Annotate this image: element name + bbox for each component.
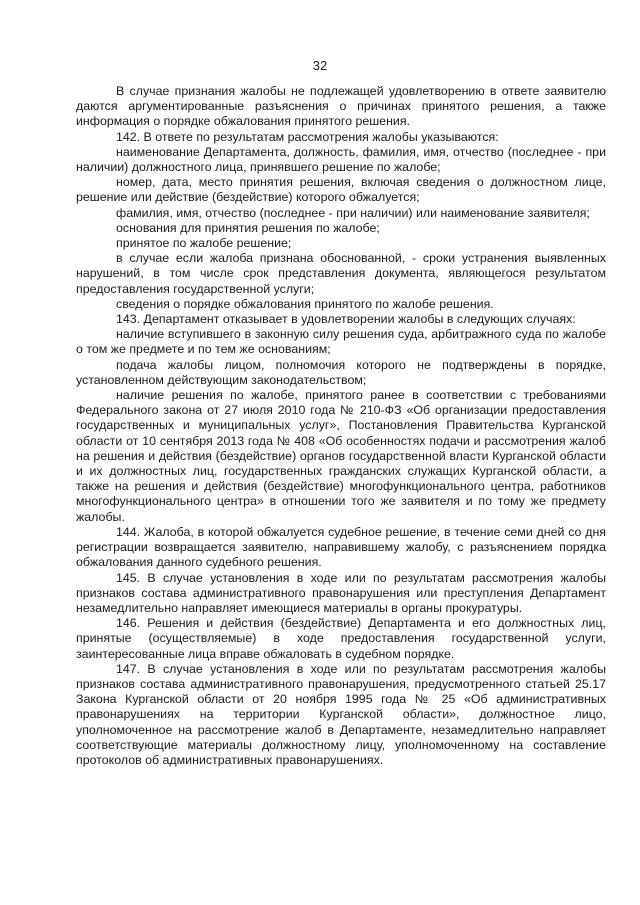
document-body xyxy=(76,84,606,768)
list-item-department-name: наименование Департамента, должность, фамилия, имя, отчество (последнее - при наличии) должностного лица, принявшего решение по жалобе; xyxy=(76,144,606,175)
page-number: 32 xyxy=(312,58,328,73)
list-item-prior-decision: наличие решения по жалобе, принятого ранее в соответствии с требованиями Федерального закона от 27 июля 2010 года № 210-ФЗ «Об организации предоставления государственных и муниципальных услуг», Постановления Правительства Курганской области от 10 сентября 2013 года № 408 «Об особенностях подачи и рассмотрения жалоб на решения и действия (бездействие) органов государственной власти Курганской области и их должностных лиц, государственных гражданских служащих Курганской области, а также на решения и действия (бездействие) многофункционального центра, работников многофункционального центра» в отношении того же заявителя и по тому же предмету жалобы. xyxy=(76,388,606,524)
list-item-grounds: основания для принятия решения по жалобе; xyxy=(116,220,380,235)
list-item-appeal-procedure: сведения о порядке обжалования принятого по жалобе решения. xyxy=(116,296,494,311)
paragraph-147: 147. В случае установления в ходе или по результатам рассмотрения жалобы признаков состава административного правонарушения, предусмотренного статьей 25.17 Закона Курганской области от 20 ноября 1995 года № 25 «Об административных правонарушениях на территории Курганской области», должностное лицо, уполномоченное на рассмотрение жалоб в Департаменте, незамедлительно направляет соответствующие материалы должностному лицу, уполномоченному на составление протоколов об административных правонарушениях. xyxy=(76,661,606,767)
list-item-decision-number: номер, дата, место принятия решения, включая сведения о должностном лице, решение или действие (бездействие) которого обжалуется; xyxy=(76,175,606,205)
paragraph-145: 145. В случае установления в ходе или по результатам рассмотрения жалобы признаков состава административного правонарушения или преступления Департамент незамедлительно направляет имеющиеся материалы в органы прокуратуры. xyxy=(76,570,606,615)
list-item-applicant-name: фамилия, имя, отчество (последнее - при наличии) или наименование заявителя; xyxy=(116,205,590,220)
paragraph-142: 142. В ответе по результатам рассмотрения жалобы указываются: xyxy=(116,129,499,144)
list-item-court-decision: наличие вступившего в законную силу решения суда, арбитражного суда по жалобе о том же предмете и по тем же основаниям; xyxy=(76,327,606,357)
paragraph-146: 146. Решения и действия (бездействие) Департамента и его должностных лиц, принятые (осуществляемые) в ходе предоставления государственной услуги, заинтересованные лица вправе обжаловать в судебном порядке. xyxy=(76,616,606,661)
list-item-decision: принятое по жалобе решение; xyxy=(116,236,292,251)
paragraph-143: 143. Департамент отказывает в удовлетворении жалобы в следующих случаях: xyxy=(116,312,576,327)
list-item-deadlines: в случае если жалоба признана обоснованной, - сроки устранения выявленных нарушений, в том числе срок представления документа, являющегося результатом предоставления государственной услуги; xyxy=(76,251,606,296)
list-item-unauthorized-filing: подача жалобы лицом, полномочия которого не подтверждены в порядке, установленном действующим законодательством; xyxy=(76,357,606,387)
paragraph-refusal-explanation: В случае признания жалобы не подлежащей удовлетворению в ответе заявителю даются аргументированные разъяснения о причинах принятого решения, а также информация о порядке обжалования принятого решения. xyxy=(76,84,606,129)
paragraph-144: 144. Жалоба, в которой обжалуется судебное решение, в течение семи дней со дня регистрации возвращается заявителю, направившему жалобу, с разъяснением порядка обжалования данного судебного решения. xyxy=(76,524,606,570)
